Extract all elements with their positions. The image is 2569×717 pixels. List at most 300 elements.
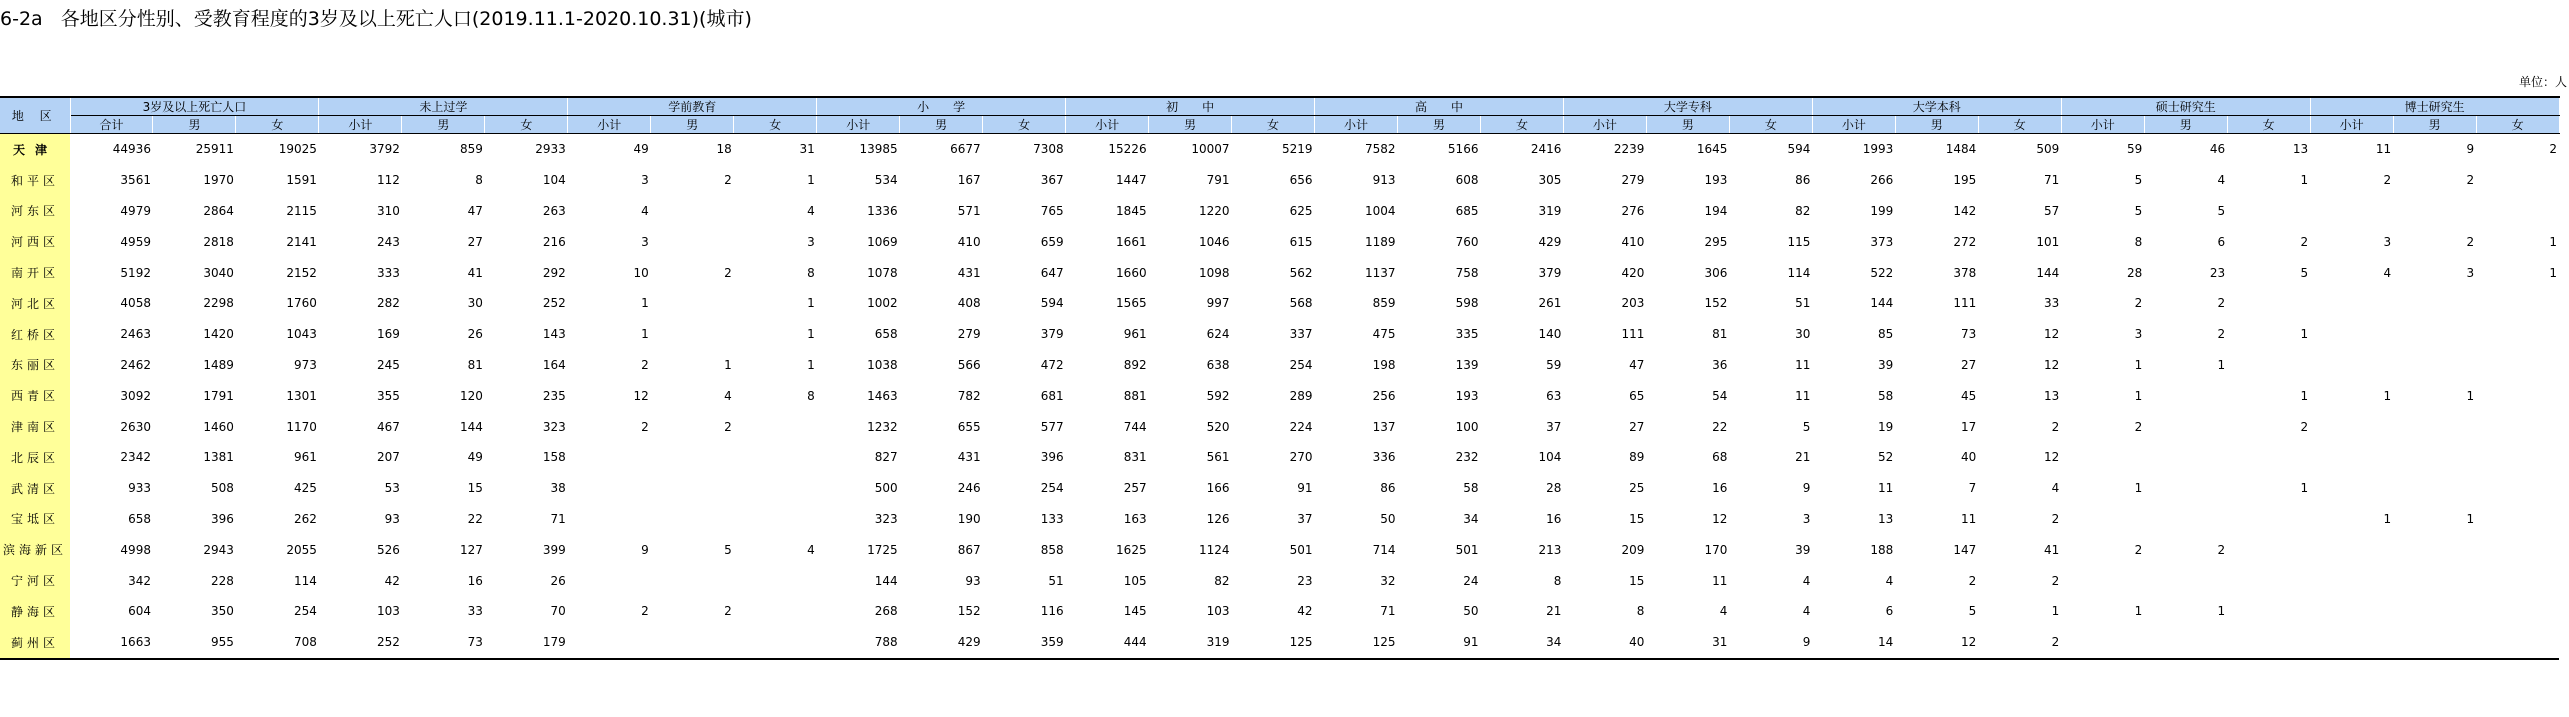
value-cell (651, 504, 734, 535)
value-cell: 1 (2134, 481, 2143, 496)
value-cell: 1078 (867, 265, 898, 280)
value-cell (2476, 288, 2559, 319)
value-cell: 2933 (535, 142, 566, 157)
value-cell: 5 (2300, 265, 2309, 280)
value-cell: 1 (2549, 234, 2558, 249)
value-cell: 973 (294, 357, 317, 372)
value-cell: 33 (467, 604, 483, 619)
value-cell: 30 (467, 296, 483, 311)
value-cell (2227, 350, 2310, 381)
value-cell: 53 (384, 481, 400, 496)
value-cell: 144 (459, 419, 483, 434)
value-cell: 126 (1206, 511, 1230, 526)
value-cell: 1565 (1116, 296, 1147, 311)
value-cell: 50 (1463, 604, 1479, 619)
value-cell: 7 (1968, 481, 1977, 496)
value-cell: 3561 (120, 173, 151, 188)
value-cell: 475 (1372, 327, 1396, 342)
value-cell (568, 442, 651, 473)
value-cell: 1420 (203, 327, 234, 342)
value-cell: 1489 (203, 357, 234, 372)
value-cell: 89 (1629, 450, 1645, 465)
value-cell: 359 (983, 627, 1066, 659)
value-cell: 4979 (120, 203, 151, 218)
value-cell: 152 (957, 604, 981, 619)
value-cell: 2 (2051, 511, 2060, 526)
value-cell: 2 (641, 357, 649, 372)
value-cell: 198 (1372, 357, 1396, 372)
value-cell: 1 (2300, 388, 2309, 403)
value-cell: 105 (1123, 573, 1147, 588)
region-cell: 北辰区 (0, 442, 70, 473)
value-cell: 337 (1289, 327, 1313, 342)
value-cell: 232 (1455, 450, 1479, 465)
value-cell: 81 (467, 357, 483, 372)
region-cell: 河西区 (0, 226, 70, 257)
value-cell: 1 (2300, 327, 2309, 342)
sub-header: 小计 (568, 116, 651, 134)
value-cell: 782 (957, 388, 981, 403)
group-header: 大学本科 (1812, 97, 2061, 116)
value-cell: 367 (1040, 173, 1064, 188)
sub-header: 女 (1232, 116, 1315, 134)
value-cell: 1661 (1116, 234, 1147, 249)
value-cell: 2 (2300, 419, 2309, 434)
sub-header: 男 (1646, 116, 1729, 134)
value-cell: 104 (1538, 450, 1562, 465)
sub-header: 小计 (1066, 116, 1149, 134)
region-cell: 和平区 (0, 165, 70, 196)
value-cell (2476, 534, 2559, 565)
value-cell: 1993 (1862, 142, 1894, 157)
value-cell: 1725 (867, 542, 898, 557)
value-cell (568, 565, 651, 596)
value-cell: 3040 (203, 265, 234, 280)
value-cell: 33 (2043, 296, 2060, 311)
value-cell: 235 (542, 388, 566, 403)
value-cell (2227, 627, 2310, 659)
unit-label: 单位：人 (2518, 75, 2567, 89)
value-cell: 3 (2466, 265, 2475, 280)
value-cell: 28 (2126, 265, 2143, 280)
value-cell: 12 (1895, 627, 1978, 659)
value-cell: 831 (1123, 450, 1147, 465)
value-cell: 323 (542, 419, 566, 434)
value-cell (2393, 411, 2476, 442)
value-cell: 15 (467, 481, 483, 496)
value-cell: 58 (1463, 481, 1479, 496)
value-cell (2476, 196, 2559, 227)
table-row (0, 380, 2559, 411)
value-cell: 190 (957, 511, 981, 526)
value-cell: 500 (874, 481, 898, 496)
group-header: 博士研究生 (2310, 97, 2559, 116)
value-cell: 37 (1546, 419, 1562, 434)
table-row (0, 504, 2559, 535)
value-cell: 429 (1538, 234, 1562, 249)
value-cell: 254 (1289, 357, 1313, 372)
value-cell: 6 (2217, 234, 2226, 249)
value-cell: 638 (1206, 357, 1230, 372)
table-row (0, 165, 2559, 196)
table-row (0, 627, 2559, 659)
value-cell: 213 (1538, 542, 1562, 557)
value-cell: 3 (641, 234, 649, 249)
value-cell: 279 (957, 327, 981, 342)
value-cell: 4 (724, 388, 732, 403)
value-cell: 396 (1040, 450, 1064, 465)
value-cell: 714 (1372, 542, 1396, 557)
sub-header: 小计 (2310, 116, 2393, 134)
value-cell (2476, 565, 2559, 596)
value-cell: 73 (1961, 327, 1977, 342)
value-cell: 268 (874, 604, 898, 619)
value-cell: 2 (641, 604, 649, 619)
value-cell (651, 565, 734, 596)
value-cell: 2 (2217, 327, 2226, 342)
value-cell: 431 (957, 265, 981, 280)
value-cell: 997 (1206, 296, 1230, 311)
value-cell: 3 (1802, 511, 1811, 526)
value-cell: 708 (236, 627, 319, 659)
value-cell: 147 (1953, 542, 1977, 557)
value-cell: 11 (1795, 357, 1811, 372)
value-cell (651, 627, 734, 659)
value-cell: 1 (2300, 173, 2309, 188)
value-cell: 40 (1961, 450, 1977, 465)
value-cell: 323 (874, 511, 898, 526)
value-cell: 1 (2051, 604, 2060, 619)
value-cell: 115 (1787, 234, 1811, 249)
table-row (0, 442, 2559, 473)
value-cell (734, 442, 817, 473)
sub-header: 女 (1729, 116, 1812, 134)
value-cell (2061, 627, 2144, 659)
value-cell: 27 (467, 234, 483, 249)
value-cell: 5 (1968, 604, 1977, 619)
value-cell: 144 (1870, 296, 1894, 311)
value-cell: 13 (2292, 142, 2309, 157)
table-row (0, 319, 2559, 350)
value-cell: 571 (957, 203, 981, 218)
value-cell (568, 473, 651, 504)
value-cell: 7582 (1364, 142, 1396, 157)
value-cell: 14 (1812, 627, 1895, 659)
value-cell (2393, 473, 2476, 504)
value-cell: 7308 (1033, 142, 1064, 157)
region-cell: 宁河区 (0, 565, 70, 596)
value-cell: 199 (1870, 203, 1894, 218)
value-cell: 10 (633, 265, 649, 280)
value-cell: 103 (1206, 604, 1230, 619)
value-cell: 158 (542, 450, 566, 465)
region-cell: 南开区 (0, 257, 70, 288)
region-cell: 滨海新区 (0, 534, 70, 565)
value-cell: 1381 (203, 450, 234, 465)
value-cell: 892 (1123, 357, 1147, 372)
value-cell (651, 473, 734, 504)
value-cell (2393, 565, 2476, 596)
value-cell: 15 (1629, 573, 1645, 588)
region-header: 地 区 (0, 97, 70, 134)
sub-header: 男 (2393, 116, 2476, 134)
value-cell: 163 (1123, 511, 1147, 526)
region-cell: 津南区 (0, 411, 70, 442)
value-cell: 12 (2043, 357, 2060, 372)
value-cell: 1 (641, 296, 649, 311)
region-cell: 西青区 (0, 380, 70, 411)
value-cell: 63 (1546, 388, 1562, 403)
value-cell: 1 (807, 296, 815, 311)
value-cell: 8 (807, 388, 815, 403)
value-cell: 2298 (203, 296, 234, 311)
value-cell: 4 (1802, 573, 1811, 588)
value-cell: 681 (1040, 388, 1064, 403)
value-cell: 4 (2383, 265, 2392, 280)
value-cell: 4 (807, 542, 815, 557)
value-cell: 827 (874, 450, 898, 465)
value-cell: 961 (294, 450, 317, 465)
value-cell: 41 (2043, 542, 2060, 557)
value-cell (651, 288, 734, 319)
value-cell: 431 (957, 450, 981, 465)
value-cell: 2463 (120, 327, 151, 342)
value-cell: 2818 (203, 234, 234, 249)
value-cell: 319 (1149, 627, 1232, 659)
value-cell (2393, 534, 2476, 565)
value-cell: 396 (211, 511, 234, 526)
sub-header: 男 (1149, 116, 1232, 134)
value-cell: 125 (1315, 627, 1398, 659)
value-cell: 12 (1712, 511, 1728, 526)
group-header: 硕士研究生 (2061, 97, 2310, 116)
table-row (0, 288, 2559, 319)
value-cell: 336 (1372, 450, 1396, 465)
value-cell: 6 (1885, 604, 1894, 619)
value-cell: 289 (1289, 388, 1313, 403)
value-cell: 2 (2051, 419, 2060, 434)
value-cell (2310, 627, 2393, 659)
value-cell (2476, 411, 2559, 442)
value-cell: 39 (1878, 357, 1894, 372)
value-cell (2393, 627, 2476, 659)
value-cell: 568 (1289, 296, 1313, 311)
value-cell: 961 (1123, 327, 1147, 342)
value-cell: 1 (2300, 481, 2309, 496)
value-cell: 1 (807, 173, 815, 188)
value-cell: 1004 (1364, 203, 1396, 218)
value-cell: 598 (1455, 296, 1479, 311)
sub-header: 男 (153, 116, 236, 134)
value-cell: 282 (376, 296, 400, 311)
value-cell: 913 (1372, 173, 1396, 188)
value-cell: 1463 (867, 388, 898, 403)
value-cell: 28 (1546, 481, 1562, 496)
value-cell: 11 (1878, 481, 1894, 496)
value-cell: 52 (1878, 450, 1894, 465)
value-cell: 47 (1629, 357, 1645, 372)
value-cell: 2 (2217, 296, 2226, 311)
value-cell: 5166 (1447, 142, 1479, 157)
value-cell: 333 (376, 265, 400, 280)
value-cell: 12 (2043, 327, 2060, 342)
value-cell: 272 (1953, 234, 1977, 249)
value-cell: 744 (1123, 419, 1147, 434)
table-row (0, 534, 2559, 565)
value-cell: 245 (376, 357, 400, 372)
value-cell: 858 (1040, 542, 1064, 557)
value-cell: 145 (1123, 604, 1147, 619)
value-cell: 1 (724, 357, 732, 372)
value-cell: 647 (1040, 265, 1064, 280)
value-cell: 859 (459, 142, 483, 157)
value-cell: 4 (1719, 604, 1728, 619)
value-cell: 2 (2134, 296, 2143, 311)
sub-header: 男 (651, 116, 734, 134)
value-cell: 16 (1546, 511, 1562, 526)
value-cell: 246 (957, 481, 981, 496)
group-header: 小 学 (817, 97, 1066, 116)
value-cell: 2 (2466, 173, 2475, 188)
value-cell: 9 (2466, 142, 2475, 157)
value-cell: 2 (724, 419, 732, 434)
value-cell: 526 (376, 542, 400, 557)
value-cell: 58 (1878, 388, 1894, 403)
value-cell: 125 (1232, 627, 1315, 659)
value-cell: 3 (2383, 234, 2392, 249)
value-cell: 256 (1372, 388, 1396, 403)
value-cell (2227, 596, 2310, 627)
value-cell: 1 (2383, 388, 2392, 403)
value-cell: 216 (542, 234, 566, 249)
value-cell (2144, 380, 2227, 411)
value-cell (651, 226, 734, 257)
value-cell: 378 (1953, 265, 1977, 280)
value-cell: 68 (1712, 450, 1728, 465)
value-cell: 4 (2051, 481, 2060, 496)
value-cell: 21 (1795, 450, 1811, 465)
value-cell: 203 (1621, 296, 1645, 311)
sub-header: 小计 (1563, 116, 1646, 134)
value-cell (734, 627, 817, 659)
sub-header: 女 (734, 116, 817, 134)
value-cell: 3 (641, 173, 649, 188)
value-cell: 32 (1380, 573, 1396, 588)
value-cell: 1 (2466, 388, 2475, 403)
sub-header: 小计 (1812, 116, 1895, 134)
value-cell (2144, 504, 2227, 535)
value-cell: 5 (2134, 173, 2143, 188)
value-cell: 93 (965, 573, 981, 588)
value-cell (2310, 411, 2393, 442)
sub-header: 女 (1978, 116, 2061, 134)
value-cell: 1232 (867, 419, 898, 434)
value-cell: 1046 (1199, 234, 1230, 249)
value-cell: 167 (957, 173, 981, 188)
sub-header: 男 (900, 116, 983, 134)
value-cell: 2239 (1613, 142, 1645, 157)
value-cell: 228 (211, 573, 234, 588)
value-cell: 45 (1961, 388, 1977, 403)
value-cell: 955 (153, 627, 236, 659)
value-cell (568, 504, 651, 535)
value-cell (2227, 534, 2310, 565)
region-cell: 河北区 (0, 288, 70, 319)
value-cell: 24 (1463, 573, 1479, 588)
value-cell: 625 (1289, 203, 1313, 218)
value-cell (2144, 565, 2227, 596)
value-cell: 91 (1297, 481, 1313, 496)
value-cell (2310, 288, 2393, 319)
value-cell (2476, 504, 2559, 535)
value-cell: 9 (641, 542, 649, 557)
value-cell: 169 (376, 327, 400, 342)
value-cell: 1189 (1364, 234, 1396, 249)
value-cell: 82 (1214, 573, 1230, 588)
sub-header: 男 (1895, 116, 1978, 134)
value-cell: 4959 (120, 234, 151, 249)
value-cell: 100 (1455, 419, 1479, 434)
value-cell: 1002 (867, 296, 898, 311)
value-cell: 4998 (120, 542, 151, 557)
value-cell: 508 (211, 481, 234, 496)
value-cell: 1 (2134, 388, 2143, 403)
value-cell: 101 (2036, 234, 2060, 249)
value-cell: 15226 (1108, 142, 1147, 157)
value-cell: 1 (807, 357, 815, 372)
value-cell: 27 (1961, 357, 1977, 372)
value-cell (2393, 442, 2476, 473)
value-cell: 1845 (1116, 203, 1147, 218)
value-cell: 310 (376, 203, 400, 218)
value-cell: 592 (1206, 388, 1230, 403)
value-cell: 444 (1066, 627, 1149, 659)
value-cell (2144, 473, 2227, 504)
value-cell: 1484 (1945, 142, 1977, 157)
value-cell (734, 473, 817, 504)
value-cell: 42 (384, 573, 400, 588)
table-row (0, 350, 2559, 381)
value-cell: 112 (376, 173, 400, 188)
region-cell: 静海区 (0, 596, 70, 627)
value-cell: 2 (2134, 542, 2143, 557)
group-header: 3岁及以上死亡人口 (70, 97, 319, 116)
value-cell: 658 (128, 511, 151, 526)
value-cell: 207 (376, 450, 400, 465)
value-cell: 2943 (203, 542, 234, 557)
value-cell: 467 (376, 419, 400, 434)
value-cell: 350 (211, 604, 234, 619)
value-cell: 23 (1297, 573, 1313, 588)
value-cell: 1 (2217, 357, 2226, 372)
value-cell: 4 (641, 203, 649, 218)
table-row (0, 596, 2559, 627)
value-cell (2476, 627, 2559, 659)
value-cell: 31 (1646, 627, 1729, 659)
value-cell: 379 (1040, 327, 1064, 342)
value-cell: 1124 (1199, 542, 1230, 557)
value-cell: 25 (1629, 481, 1645, 496)
value-cell: 164 (542, 357, 566, 372)
value-cell: 561 (1206, 450, 1230, 465)
value-cell: 1591 (286, 173, 317, 188)
value-cell (2227, 504, 2310, 535)
value-cell: 193 (1455, 388, 1479, 403)
table-row (0, 565, 2559, 596)
value-cell: 22 (467, 511, 483, 526)
value-cell: 93 (384, 511, 400, 526)
value-cell (2393, 288, 2476, 319)
